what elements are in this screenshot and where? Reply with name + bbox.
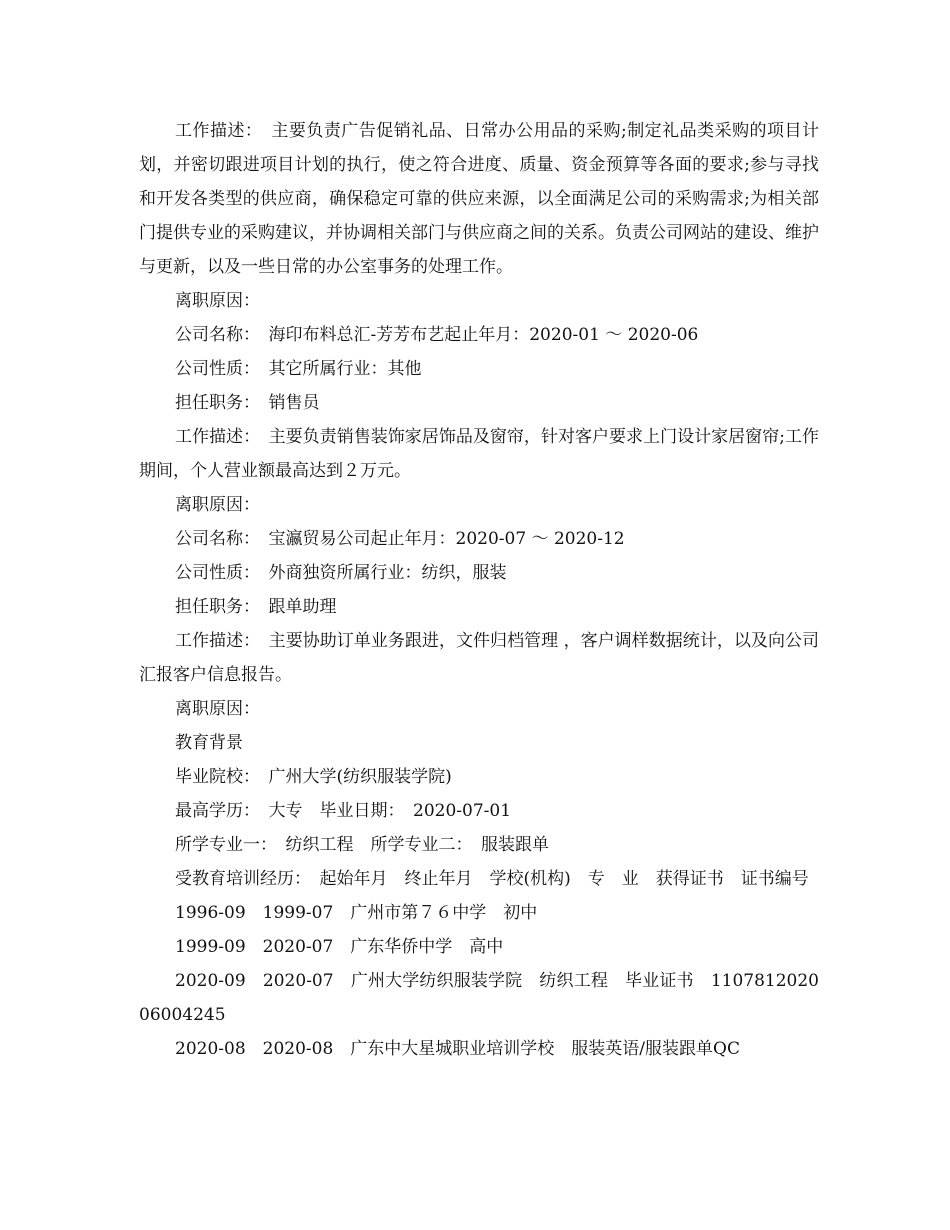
education-school: 毕业院校： 广州大学(纺织服装学院) <box>175 767 452 787</box>
education-heading: 教育背景 <box>175 733 243 753</box>
document-body <box>139 114 819 1066</box>
education-record: 1996-09 1999-07 广州市第７６中学 初中 <box>175 903 538 923</box>
education-degree: 最高学历： 大专 毕业日期： 2020-07-01 <box>175 801 512 821</box>
job2-company: 公司名称： 海印布料总汇-芳芳布艺起止年月：2020-01 ～ 2020-06 <box>175 325 699 345</box>
job3-nature: 公司性质： 外商独资所属行业：纺织，服装 <box>175 563 507 583</box>
job3-description: 工作描述： 主要协助订单业务跟进，文件归档管理 ，客户调样数据统计，以及向公司汇报客户信息报告。 <box>139 631 819 685</box>
job2-nature: 公司性质： 其它所属行业：其他 <box>175 359 422 379</box>
job1-description: 工作描述： 主要负责广告促销礼品、日常办公用品的采购;制定礼品类采购的项目计划，并密切跟进项目计划的执行，使之符合进度、质量、资金预算等各面的要求;参与寻找和开发各类型的供应商，确保稳定可靠的供应来源，以全面满足公司的采购需求;为相关部门提供专业的采购建议，并协调相关部门与供应商之间的关系。负责公司网站的建设、维护与更新，以及一些日常的办公室事务的处理工作。 <box>139 121 819 277</box>
education-record: 2020-09 2020-07 广州大学纺织服装学院 纺织工程 毕业证书 110781202006004245 <box>139 971 819 1025</box>
job2-description: 工作描述： 主要负责销售装饰家居饰品及窗帘，针对客户要求上门设计家居窗帘;工作期间，个人营业额最高达到２万元。 <box>139 427 819 481</box>
job3-position: 担任职务： 跟单助理 <box>175 597 337 617</box>
job1-leave-reason: 离职原因： <box>175 291 260 311</box>
education-majors: 所学专业一： 纺织工程 所学专业二： 服装跟单 <box>175 835 549 855</box>
job2-position: 担任职务： 销售员 <box>175 393 320 413</box>
education-training-header: 受教育培训经历： 起始年月 终止年月 学校(机构) 专 业 获得证书 证书编号 <box>175 869 809 889</box>
job3-leave-reason: 离职原因： <box>175 699 260 719</box>
job3-company: 公司名称： 宝瀛贸易公司起止年月：2020-07 ～ 2020-12 <box>175 529 625 549</box>
education-record: 2020-08 2020-08 广东中大星城职业培训学校 服装英语/服装跟单QC <box>175 1039 740 1059</box>
job2-leave-reason: 离职原因： <box>175 495 260 515</box>
education-record: 1999-09 2020-07 广东华侨中学 高中 <box>175 937 504 957</box>
